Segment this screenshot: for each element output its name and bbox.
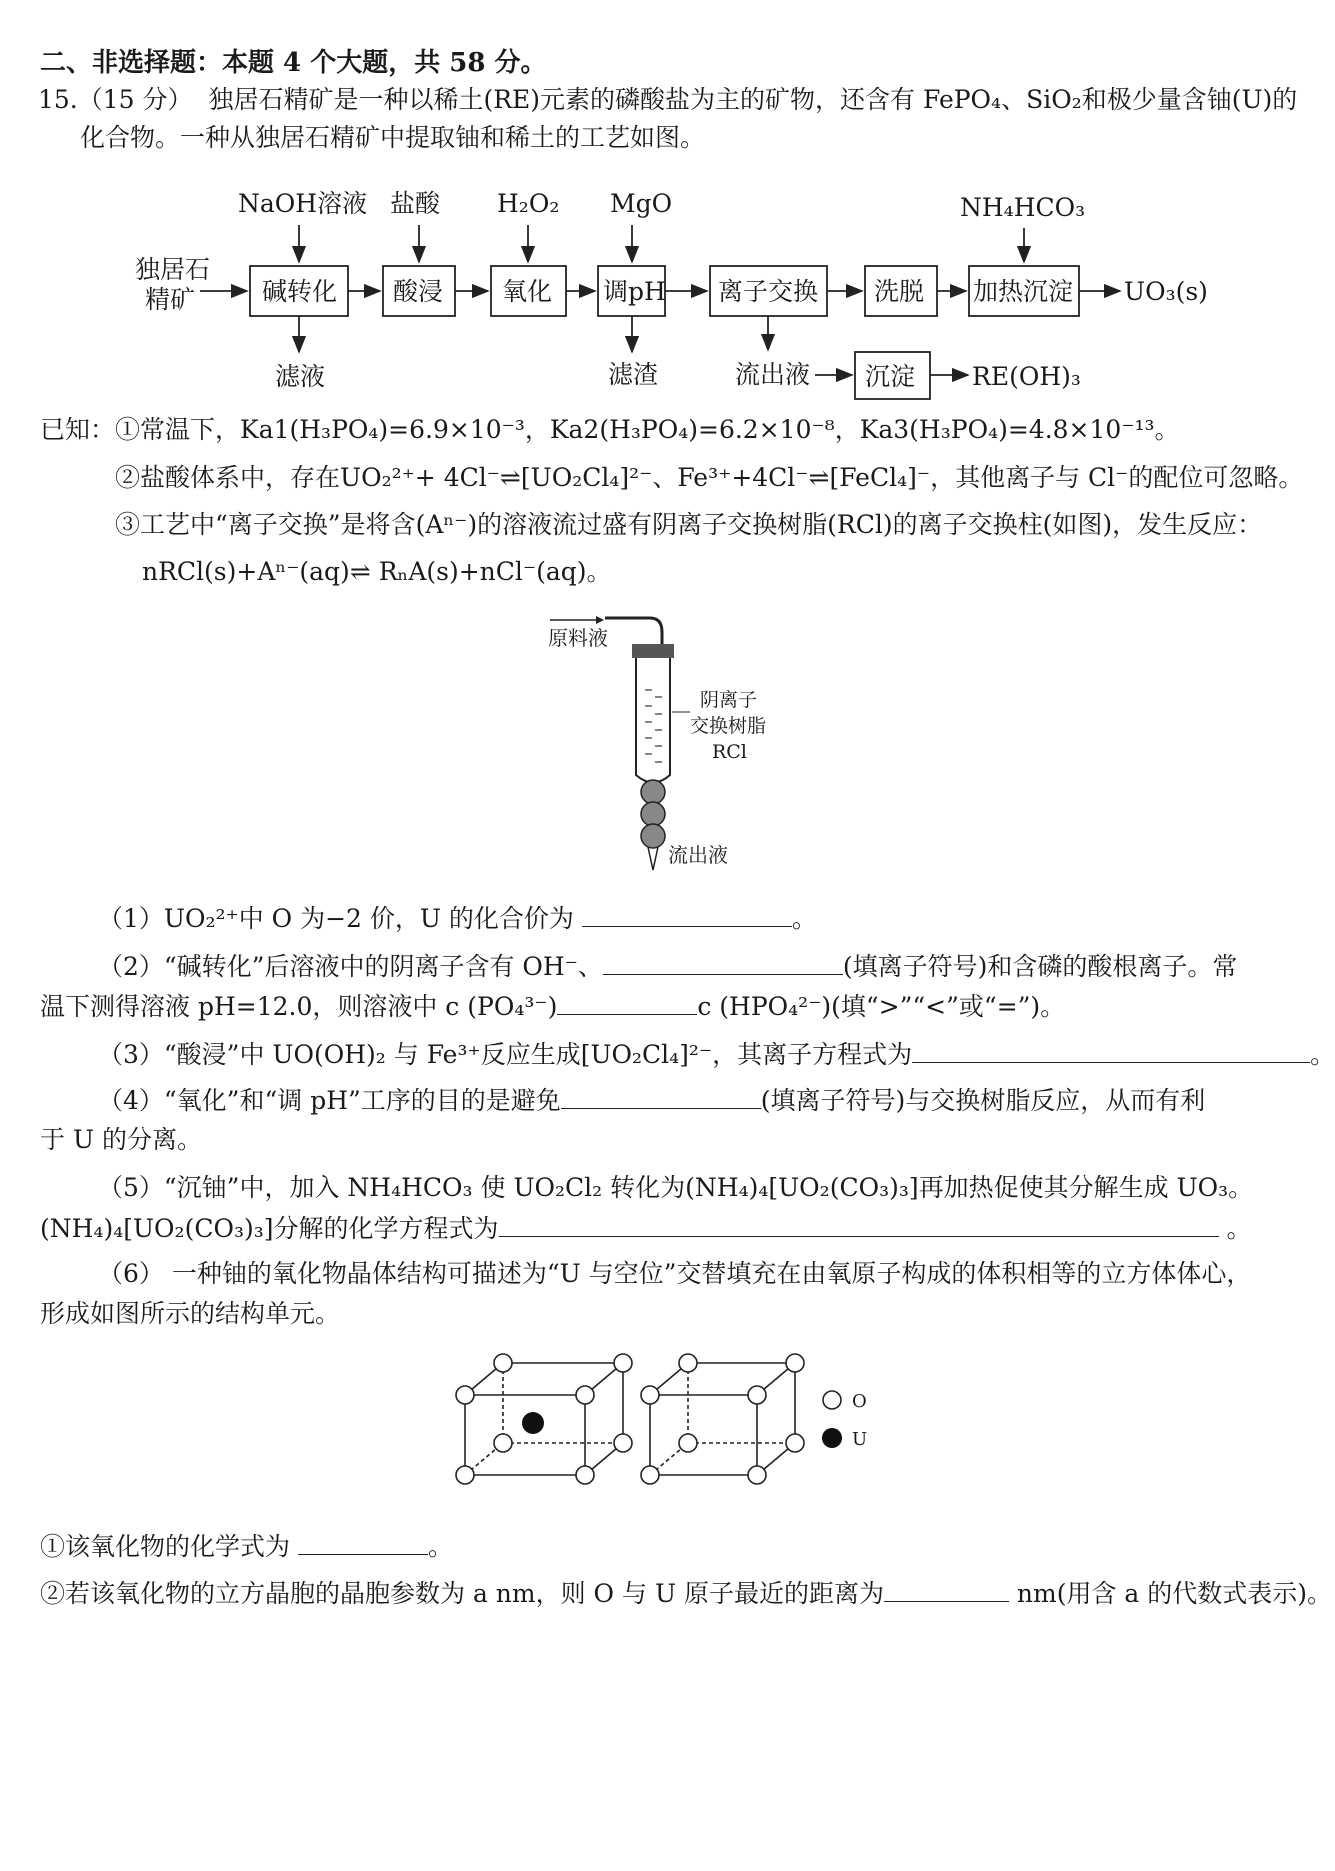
known-line1	[40, 414, 1180, 446]
known-label: 已知：	[40, 415, 116, 444]
feed-label-2: 精矿	[145, 285, 196, 314]
reagent-h2o2: H₂O₂	[497, 189, 560, 218]
q2-text-a: （2）“碱转化”后溶液中的阴离子含有 OH⁻、	[98, 952, 603, 981]
step-ion-exchange-label: 离子交换	[718, 277, 819, 306]
q6-part1-end: 。	[427, 1532, 453, 1561]
step-precipitate-label: 沉淀	[865, 362, 916, 391]
known-item2: ②盐酸体系中，存在UO₂²⁺+ 4Cl⁻⇌[UO₂Cl₄]²⁻、Fe³⁺+4Cl⁻⇌[FeCl₄]⁻，其他离子与 Cl⁻的配位可忽略。	[115, 463, 1304, 492]
q2-text-b: (填离子符号)和含磷的酸根离子。常	[842, 952, 1238, 981]
q5-text-b: (NH₄)₄[UO₂(CO₃)₃]分解的化学方程式为	[40, 1214, 499, 1243]
known-item3-equation: nRCl(s)+Aⁿ⁻(aq)⇌ RₙA(s)+nCl⁻(aq)。	[142, 557, 612, 586]
step-adjust-ph-label: 调pH	[603, 277, 666, 306]
q4-answer-blank[interactable]	[561, 1084, 761, 1109]
q3-answer-blank[interactable]	[912, 1038, 1310, 1063]
outlet-label: 流出液	[668, 843, 728, 867]
known-item1: ①常温下，Ka1(H₃PO₄)=6.9×10⁻³，Ka2(H₃PO₄)=6.2×10⁻⁸，Ka3(H₃PO₄)=4.8×10⁻¹³。	[115, 415, 1180, 444]
subquestion-4-line2: 于 U 的分离。	[40, 1125, 202, 1154]
reagent-mgo: MgO	[610, 189, 673, 218]
subquestion-2-line2	[40, 990, 1065, 1023]
q1-text: （1）UO₂²⁺中 O 为−2 价，U 的化合价为	[98, 904, 574, 933]
q1-end: 。	[791, 904, 817, 933]
subquestion-6-line2: 形成如图所示的结构单元。	[40, 1299, 341, 1328]
reagent-naoh: NaOH溶液	[238, 189, 368, 218]
reagent-nh4hco3: NH₄HCO₃	[960, 193, 1086, 222]
resin-label-3: RCl	[712, 741, 747, 763]
q6-part1-answer-blank[interactable]	[298, 1530, 428, 1555]
q2-answer-blank-2[interactable]	[557, 990, 697, 1015]
question-number: 15.（15 分）	[38, 85, 193, 114]
resin-label-2: 交换树脂	[690, 715, 767, 737]
q6-part2-text-b: nm(用含 a 的代数式表示)。	[1016, 1579, 1333, 1608]
legend-uranium-label: U	[852, 1429, 868, 1450]
q6-part2-answer-blank[interactable]	[884, 1577, 1009, 1602]
step-elution-label: 洗脱	[874, 277, 925, 306]
subquestion-3	[98, 1038, 1335, 1071]
subquestion-6-part2	[40, 1577, 1332, 1610]
feed-label-1: 独居石	[135, 255, 211, 284]
uranium-atom-center	[522, 1412, 544, 1434]
legend-oxygen-label: O	[852, 1391, 867, 1412]
q4-text-a: （4）“氧化”和“调 pH”工序的目的是避免	[98, 1086, 561, 1115]
known-item3: ③工艺中“离子交换”是将含(Aⁿ⁻)的溶液流过盛有阴离子交换树脂(RCl)的离子交换柱(如图)，发生反应：	[115, 510, 1263, 539]
q3-text: （3）“酸浸”中 UO(OH)₂ 与 Fe³⁺反应生成[UO₂Cl₄]²⁻，其离子方程式为	[98, 1040, 913, 1069]
subquestion-5-line2	[40, 1212, 1251, 1245]
subquestion-1	[98, 902, 817, 935]
process-flow-diagram	[0, 150, 1323, 400]
section-heading: 二、非选择题：本题 4 个大题，共 58 分。	[40, 48, 547, 78]
q2-text-d: c (HPO₄²⁻)(填“>”“<”或“=”)。	[697, 992, 1066, 1021]
step-acid-leach-label: 酸浸	[393, 277, 444, 306]
question-intro-line1	[38, 84, 1297, 116]
byproduct-residue: 滤渣	[608, 360, 659, 389]
step-heat-precipitate-label: 加热沉淀	[973, 277, 1074, 306]
subquestion-5-line1: （5）“沉铀”中，加入 NH₄HCO₃ 使 UO₂Cl₂ 转化为(NH₄)₄[UO₂(CO₃)₃]再加热促使其分解生成 UO₃。	[98, 1173, 1254, 1202]
ion-exchange-column-figure	[540, 605, 800, 875]
legend-uranium-icon	[822, 1428, 842, 1448]
subquestion-6-part1	[40, 1530, 453, 1563]
q3-end: 。	[1310, 1040, 1335, 1069]
step-oxidation-label: 氧化	[502, 277, 553, 306]
product-uo3: UO₃(s)	[1124, 277, 1208, 306]
step-alkali-label: 碱转化	[262, 277, 338, 306]
crystal-structure-figure	[440, 1340, 900, 1500]
subquestion-2-line1	[98, 950, 1237, 983]
crystal-cube-1	[465, 1363, 623, 1475]
byproduct-effluent: 流出液	[735, 360, 811, 389]
question-intro-line2: 化合物。一种从独居石精矿中提取铀和稀土的工艺如图。	[80, 123, 706, 152]
question-intro-text: 独居石精矿是一种以稀土(RE)元素的磷酸盐为主的矿物，还含有 FePO₄、SiO₂和极少量含铀(U)的	[208, 85, 1298, 114]
subquestion-6-line1: （6） 一种铀的氧化物晶体结构可描述为“U 与空位”交替填充在由氧原子构成的体积相等的立方体体心，	[98, 1259, 1252, 1288]
q6-part2-text-a: ②若该氧化物的立方晶胞的晶胞参数为 a nm，则 O 与 U 原子最近的距离为	[40, 1579, 884, 1608]
legend-oxygen-icon	[823, 1391, 841, 1409]
inlet-label: 原料液	[548, 626, 608, 650]
subquestion-4-line1	[98, 1084, 1205, 1117]
reagent-hcl: 盐酸	[390, 189, 441, 218]
product-re-oh3: RE(OH)₃	[972, 362, 1081, 391]
crystal-cube-2	[650, 1363, 795, 1475]
q4-text-b: (填离子符号)与交换树脂反应，从而有利	[760, 1086, 1206, 1115]
q2-text-c: 温下测得溶液 pH=12.0，则溶液中 c (PO₄³⁻)	[40, 992, 558, 1021]
q5-end: 。	[1226, 1214, 1252, 1243]
q1-answer-blank[interactable]	[582, 902, 792, 927]
q2-answer-blank-1[interactable]	[603, 950, 843, 975]
byproduct-filtrate: 滤液	[275, 362, 326, 391]
q6-part1-text: ①该氧化物的化学式为	[40, 1532, 291, 1561]
resin-label-1: 阴离子	[700, 689, 758, 711]
q5-answer-blank[interactable]	[499, 1212, 1219, 1237]
